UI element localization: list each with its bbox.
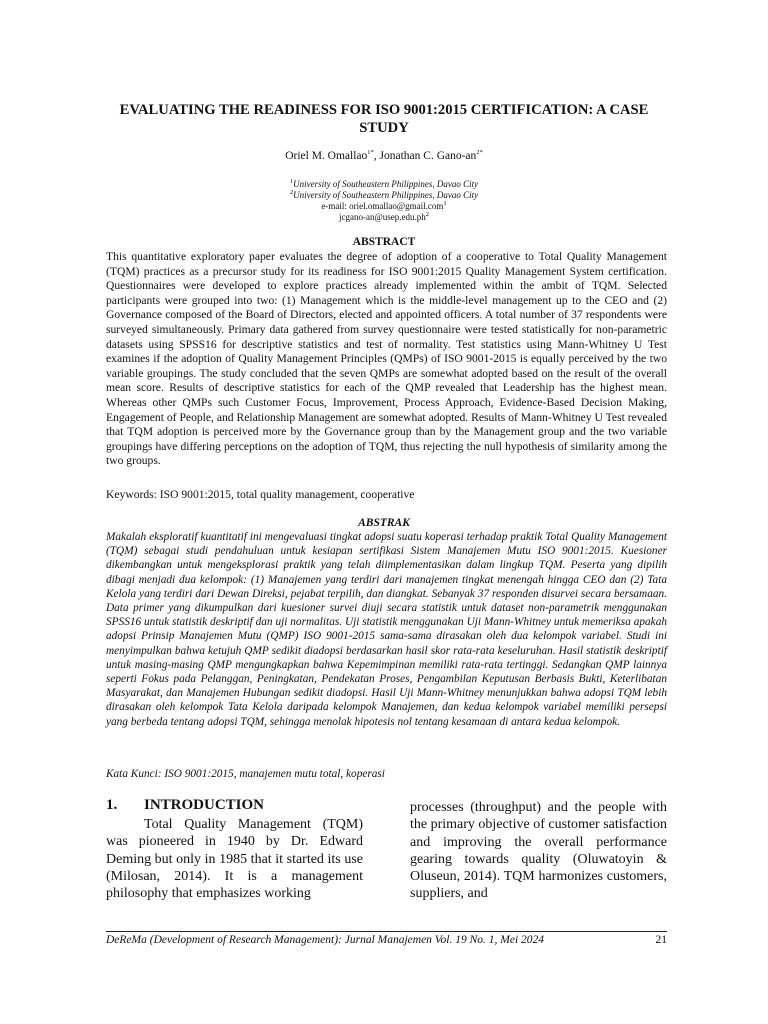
footer-rule — [106, 931, 667, 932]
abstrak-heading: ABSTRAK — [358, 517, 410, 529]
affiliation-superscript: 1 — [289, 178, 294, 185]
section-number: 1. — [106, 797, 118, 813]
author-superscript: 2* — [476, 149, 483, 157]
author-superscript: 1* — [367, 149, 374, 157]
author-line — [100, 150, 668, 162]
footer-journal: DeReMa (Development of Research Management): Jurnal Manajemen Vol. 19 No. 1, Mei 2024 — [106, 934, 545, 946]
page-number: 21 — [655, 934, 667, 946]
email-text: e-mail: oriel.omallao@gmail.com — [321, 201, 444, 211]
abstract-body: This quantitative exploratory paper evaluates the degree of adoption of a cooperative to Total Quality Management (TQM) practices as a precursor study for its readiness for ISO 9001:2015 Quality Management System certification. Questionnaires were developed to explore practices already implemented within the ambit of TQM. Selected participants were grouped into two: (1) Management which is the middle-level management up to the CEO and (2) Governance composed of the Board of Directors, elected and appointed officers. A total number of 37 respondents were surveyed simultaneously. Primary data gathered from survey questionnaire were tested statistically for non-parametric datasets using SPSS16 for descriptive statistics and test of normality. Test statistics using Mann-Whitney U Test examines if the adoption of Quality Management Principles (QMPs) of ISO 9001-2015 is equally perceived by the two variable groupings. The study concluded that the seven QMPs are somewhat adopted based on the result of the overall mean score. Results of descriptive statistics for each of the QMP revealed that Leadership has the highest mean. Whereas other QMPs such Customer Focus, Improvement, Process Approach, Evidence-Based Decision Making, Engagement of People, and Relationship Management are somewhat adopted. Results of Mann-Whitney U Test revealed that TQM adoption is perceived more by the Governance group than by the Management group and the two variable groupings have differing perceptions on the adoption of TQM, thus rejecting the null hypothesis of similarity among the two groups. — [106, 250, 667, 468]
section-heading-introduction — [106, 797, 264, 814]
email-text: jcgano-an@usep.edu.ph — [338, 212, 426, 222]
affiliation-text: University of Southeastern Philippines, Davao City — [293, 190, 479, 200]
email-superscript: 2 — [425, 211, 429, 218]
kata-kunci-line: Kata Kunci: ISO 9001:2015, manajemen mutu total, koperasi — [106, 768, 385, 780]
abstract-heading: ABSTRACT — [352, 236, 416, 248]
abstrak-body: Makalah eksploratif kuantitatif ini mengevaluasi tingkat adopsi suatu koperasi terhadap praktik Total Quality Management (TQM) sebagai studi pendahuluan untuk kesiapan sertifikasi Sistem Manajemen Mutu ISO 9001:2015. Kuesioner dikembangkan untuk mengeksplorasi praktik yang telah diimplementasikan dalam lingkup TQM. Peserta yang dipilih dibagi menjadi dua kelompok: (1) Manajemen yang terdiri dari manajemen tingkat menengah hingga CEO dan (2) Tata Kelola yang terdiri dari Dewan Direksi, pejabat terpilih, dan diangkat. Sebanyak 37 responden disurvei secara bersamaan. Data primer yang dikumpulkan dari kuesioner survei diuji secara statistik untuk dataset non-parametrik menggunakan SPSS16 untuk statistik deskriptif dan uji normalitas. Uji statistik menggunakan Uji Mann-Whitney untuk memeriksa apakah adopsi Prinsip Manajemen Mutu (QMP) ISO 9001-2015 sama-sama dirasakan oleh dua kelompok variabel. Studi ini menyimpulkan bahwa ketujuh QMP sedikit diadopsi berdasarkan hasil skor rata-rata keseluruhan. Hasil statistik deskriptif untuk masing-masing QMP mengungkapkan bahwa Kepemimpinan memiliki rata-rata tertinggi. Sedangkan QMP lainnya seperti Fokus pada Pelanggan, Peningkatan, Pendekatan Proses, Pengambilan Keputusan Berbasis Bukti, Keterlibatan Masyarakat, dan Manajemen Hubungan sedikit diadopsi. Hasil Uji Mann-Whitney menunjukkan bahwa adopsi TQM lebih dirasakan oleh kelompok Tata Kelola daripada kelompok Manajemen, dan kedua kelompok variabel memiliki persepsi yang berbeda tentang adopsi TQM, sehingga menolak hipotesis nol tentang kesamaan di antara kedua kelompok. — [106, 531, 667, 728]
email-superscript: 1 — [443, 200, 447, 207]
affiliation-superscript: 2 — [289, 189, 294, 196]
paper-title: EVALUATING THE READINESS FOR ISO 9001:2015 CERTIFICATION: A CASE STUDY — [119, 102, 649, 136]
intro-left-column: Total Quality Management (TQM) was pioneered in 1940 by Dr. Edward Deming but only in 1985 that it started its use (Milosan, 2014). It is a management philosophy that emphasizes working — [106, 817, 363, 902]
affiliations — [100, 179, 668, 223]
section-title: INTRODUCTION — [144, 797, 265, 813]
keywords-line: Keywords: ISO 9001:2015, total quality management, cooperative — [106, 488, 415, 501]
affiliation-line — [100, 179, 668, 190]
affiliation-text: University of Southeastern Philippines, Davao City — [293, 179, 479, 189]
author-name: Oriel M. Omallao — [285, 150, 368, 162]
email-line — [100, 212, 668, 223]
author-separator: , — [373, 150, 380, 162]
author-name: Jonathan C. Gano-an — [379, 150, 477, 162]
email-line — [100, 201, 668, 212]
affiliation-line — [100, 190, 668, 201]
intro-right-column: processes (throughput) and the people with the primary objective of customer satisfaction and improving the overall performance gearing towards quality (Oluwatoyin & Oluseun, 2014). TQM harmonizes customers, suppliers, and — [410, 800, 667, 902]
